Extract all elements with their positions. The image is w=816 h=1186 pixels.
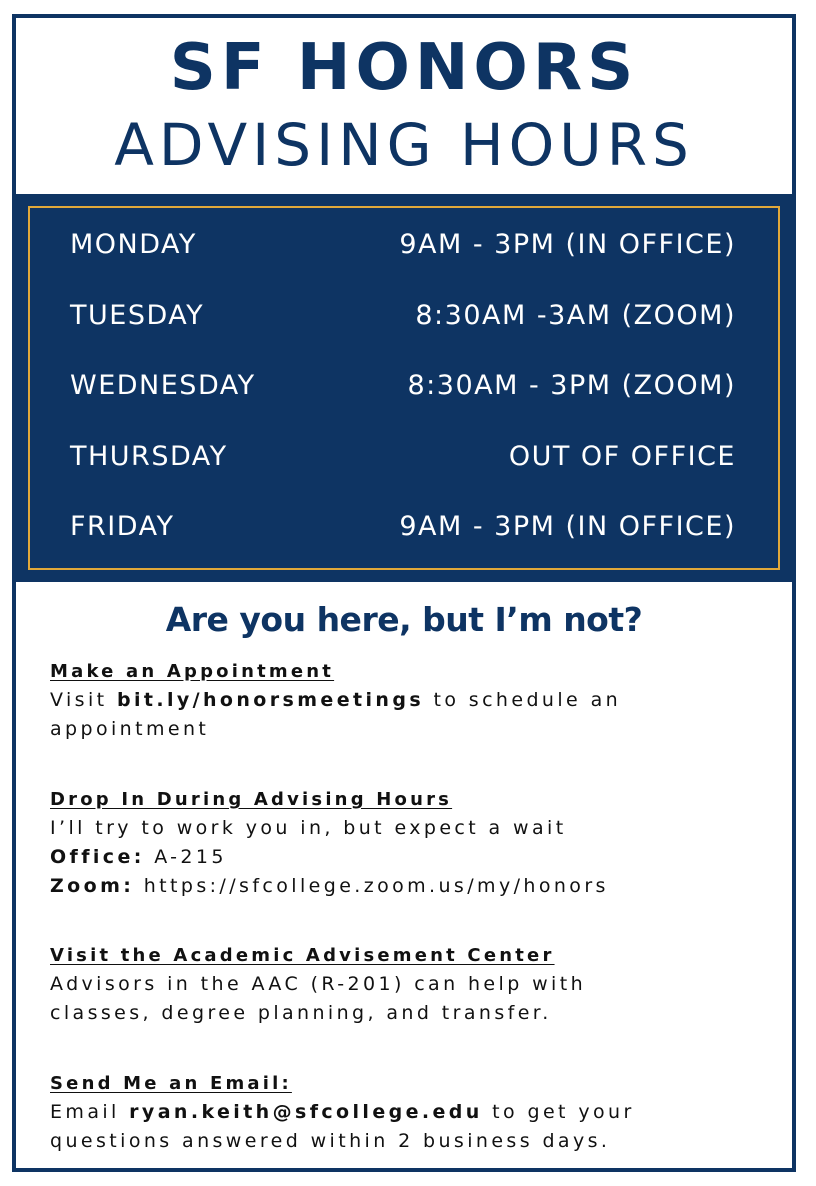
tagline: Are you here, but I’m not? [165, 600, 643, 639]
schedule-row-friday [70, 506, 736, 546]
schedule-row-monday [70, 224, 736, 264]
zoom-link[interactable]: https://sfcollege.zoom.us/my/honors [134, 875, 609, 897]
schedule-row-thursday [70, 436, 736, 476]
aac-heading: Visit the Academic Advisement Center [50, 945, 555, 966]
hours-value: 8:30AM - 3PM (ZOOM) [407, 369, 736, 401]
email-line-2: questions answered within 2 business days. [50, 1130, 611, 1152]
day-label: FRIDAY [70, 510, 175, 542]
appointment-line-1 [50, 686, 772, 715]
appointment-section [50, 658, 772, 744]
zoom-line [50, 872, 772, 901]
aac-line-2: classes, degree planning, and transfer. [50, 1002, 552, 1024]
email-section [50, 1070, 772, 1156]
email-text-before: Email [50, 1101, 130, 1123]
schedule-row-wednesday [70, 365, 736, 405]
day-label: TUESDAY [70, 299, 205, 331]
hours-value: 9AM - 3PM (IN OFFICE) [399, 228, 736, 260]
office-line [50, 843, 772, 872]
appointment-text-before: Visit [50, 689, 117, 711]
email-text-after: to get your [482, 1101, 635, 1123]
day-label: THURSDAY [70, 440, 228, 472]
drop-in-heading: Drop In During Advising Hours [50, 789, 453, 810]
schedule-box [28, 206, 780, 570]
drop-in-section [50, 786, 772, 901]
appointment-line-2: appointment [50, 718, 210, 740]
office-label: Office: [50, 846, 145, 868]
hours-value: OUT OF OFFICE [508, 440, 736, 472]
office-value: A-215 [144, 846, 227, 868]
day-label: MONDAY [70, 228, 197, 260]
appointment-text-after: to schedule an [424, 689, 622, 711]
schedule-panel [16, 194, 792, 582]
aac-line-1: Advisors in the AAC (R-201) can help with [50, 973, 587, 995]
schedule-row-tuesday [70, 295, 736, 335]
hours-value: 9AM - 3PM (IN OFFICE) [399, 510, 736, 542]
aac-section [50, 942, 772, 1028]
drop-in-line-1: I’ll try to work you in, but expect a wait [50, 817, 567, 839]
hours-value: 8:30AM -3AM (ZOOM) [415, 299, 736, 331]
flyer-frame [12, 14, 796, 1172]
title-line-1: SF HONORS [169, 31, 639, 105]
appointment-heading: Make an Appointment [50, 661, 335, 682]
appointment-link[interactable]: bit.ly/honorsmeetings [116, 689, 425, 711]
email-heading: Send Me an Email: [50, 1073, 292, 1094]
email-address-link[interactable]: ryan.keith@sfcollege.edu [129, 1101, 483, 1123]
title-line-2: ADVISING HOURS [114, 111, 694, 179]
zoom-label: Zoom: [50, 875, 135, 897]
day-label: WEDNESDAY [70, 369, 256, 401]
email-line-1 [50, 1098, 772, 1127]
